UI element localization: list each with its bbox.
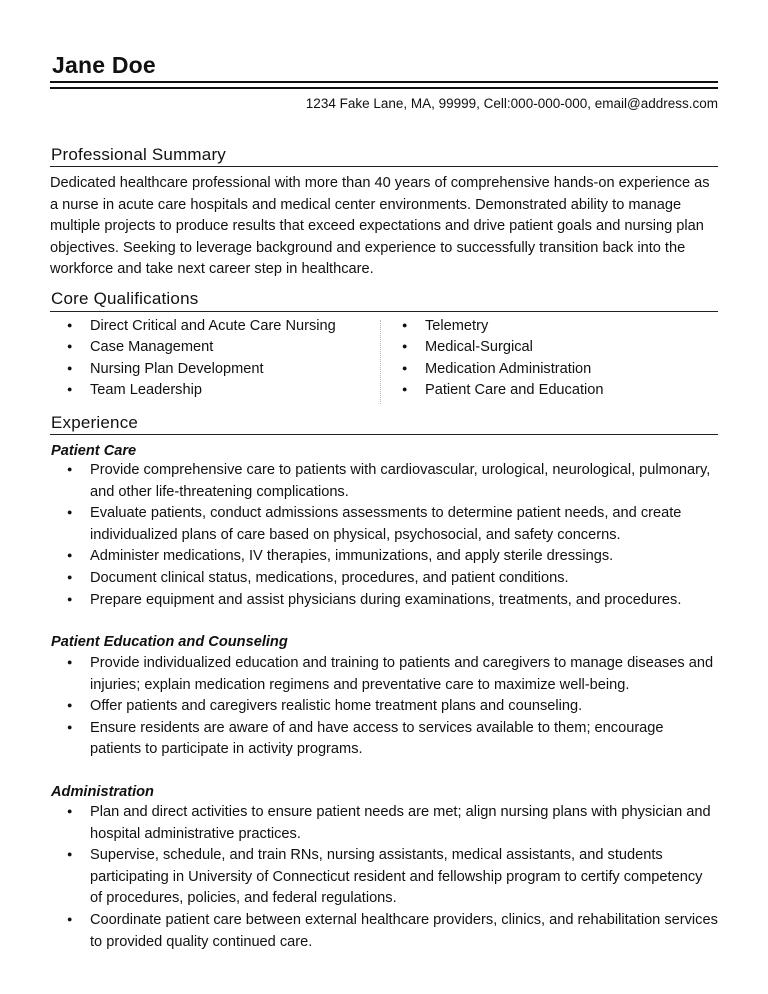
bullet-icon: ● [402,362,408,373]
bullet-icon: ● [67,320,73,330]
qualifications-left-column [50,316,350,402]
experience-subheading: Patient Care [51,443,137,459]
bullet-icon: ● [67,384,73,395]
experience-list-education [50,653,718,761]
qualification-item: ● Team Leadership [67,382,202,399]
experience-item: ● Administer medications, IV therapies, immunizations, and apply sterile dressings. [67,548,614,565]
experience-item: ● Ensure residents are aware of and have access to services available to them; encourage patients to participate in activity programs. [67,719,664,758]
experience-item: ● Supervise, schedule, and train RNs, nursing assistants, medical assistants, and students participating in University of Connecticut resident and fellowship program to certify competency of procedures, policies, and federal regulations. [67,847,703,907]
bullet-icon: ● [67,507,73,518]
header-rule-bottom [50,87,718,89]
experience-subheading: Patient Education and Counseling [51,634,288,650]
qualification-item: ● Medication Administration [402,360,592,377]
candidate-name: Jane Doe [52,52,156,78]
qualifications-rule [50,311,718,312]
bullet-icon: ● [67,341,73,352]
bullet-icon: ● [67,571,73,582]
summary-rule [50,166,718,167]
bullet-icon: ● [67,593,73,604]
experience-rule [50,434,718,435]
bullet-icon: ● [67,913,73,924]
qualification-item: ● Telemetry [402,318,489,334]
header-rule-top [50,81,718,83]
experience-item: ● Provide individualized education and training to patients and caregivers to manage diseases and injuries; explain medication regimens and preventative care to maximize well-being. [67,655,714,693]
experience-item: ● Plan and direct activities to ensure patient needs are met; align nursing plans with physician and hospital administrative practices. [67,804,711,842]
experience-item: ● Evaluate patients, conduct admissions assessments to determine patient needs, and create individualized plans of care based on physical, psychosocial, and safety concerns. [67,505,682,543]
bullet-icon: ● [67,550,73,561]
bullet-icon: ● [67,721,73,732]
experience-title: Experience [51,413,139,432]
experience-item: ● Provide comprehensive care to patients with cardiovascular, urological, neurological, pulmonary, and other life-threatening complications. [67,462,711,500]
qualifications-right-column [385,316,685,402]
qualifications-divider [380,320,382,404]
bullet-icon: ● [67,362,73,373]
bullet-icon: ● [402,341,408,352]
experience-item: ● Prepare equipment and assist physicians during examinations, treatments, and procedures. [67,591,682,608]
experience-item: ● Offer patients and caregivers realistic home treatment plans and counseling. [67,698,583,715]
qualifications-title: Core Qualifications [51,289,199,308]
experience-item: ● Document clinical status, medications, procedures, and patient conditions. [67,569,569,586]
experience-list-patient-care [50,460,718,611]
bullet-icon: ● [67,464,73,474]
contact-line: 1234 Fake Lane, MA, 99999, Cell:000-000-000, email@address.com [305,96,718,111]
qualification-item: ● Direct Critical and Acute Care Nursing [67,318,336,334]
experience-subheading: Administration [51,784,154,800]
qualification-item: ● Patient Care and Education [402,382,604,399]
qualification-item: ● Case Management [67,339,214,356]
qualification-item: ● Medical-Surgical [402,339,533,356]
experience-list-administration [50,802,718,953]
bullet-icon: ● [67,657,73,667]
bullet-icon: ● [67,849,73,860]
summary-text: Dedicated healthcare professional with more than 40 years of comprehensive hands-on experience as a nurse in acute care hospitals and medical center environments. Demonstrated ability to manage multiple projects to produce results that exceed expectations and drive patient goals and nursing plan objectives. Seeking to leverage background and experience to successfully transition back into the workforce and take next career step in healthcare. [50,175,710,278]
bullet-icon: ● [402,384,408,395]
summary-title: Professional Summary [51,145,227,164]
bullet-icon: ● [402,320,408,330]
qualification-item: ● Nursing Plan Development [67,360,264,377]
experience-item: ● Coordinate patient care between external healthcare providers, clinics, and rehabilitation services to provided quality continued care. [67,911,718,950]
bullet-icon: ● [67,806,73,816]
bullet-icon: ● [67,700,73,711]
